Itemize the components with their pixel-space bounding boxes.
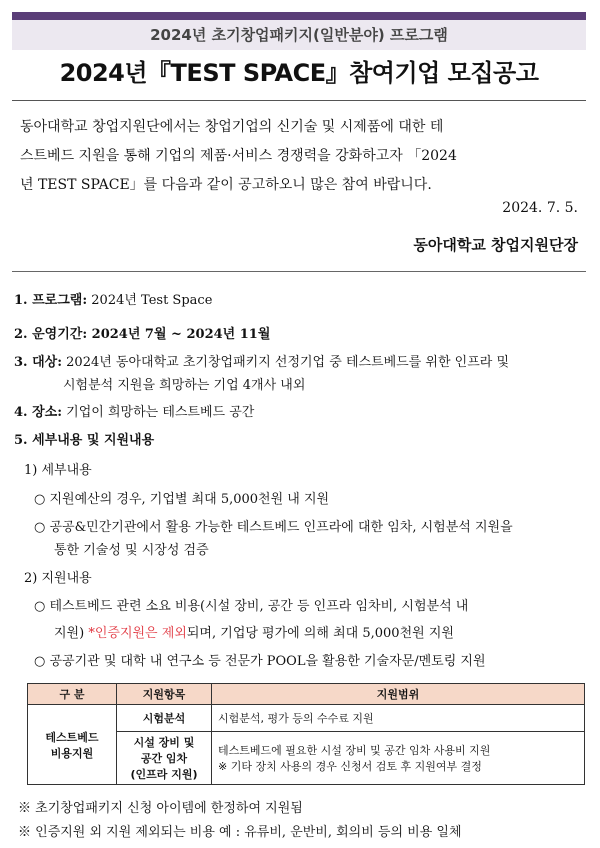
place-item <box>14 401 254 420</box>
sub2-bullet: ○ 공공기관 및 대학 내 연구소 등 전문가 POOL을 활용한 기술자문/멘토링 지원 <box>34 654 486 669</box>
table-scope <box>212 732 585 785</box>
item-line: 시험분석 <box>142 712 186 725</box>
table-header: 구 분 <box>28 684 117 705</box>
period-item <box>14 323 270 342</box>
target-value-line2: 시험분석 지원을 희망하는 기업 4개사 내외 <box>63 378 306 393</box>
intro-line: 스트베드 지원을 통해 기업의 제품·서비스 경쟁력을 강화하고자 「2024 <box>20 148 457 164</box>
footnotes <box>18 797 462 845</box>
place-value: 기업이 희망하는 테스트베드 공간 <box>62 405 255 420</box>
target-value-line1: 2024년 동아대학교 초기창업패키지 선정기업 중 테스트베드를 위한 인프라 및 <box>62 355 510 370</box>
sub1-bullet: ○ 지원예산의 경우, 기업별 최대 5,000천원 내 지원 <box>34 492 330 507</box>
program-value: 2024년 Test Space <box>87 293 213 308</box>
details-heading: 5. 세부내용 및 지원내용 <box>14 433 155 448</box>
place-label: 4. 장소: <box>14 405 63 420</box>
table-header-row <box>28 684 585 705</box>
scope-line: ※ 기타 장치 사용의 경우 신청서 검토 후 지원여부 결정 <box>218 760 482 773</box>
table-row <box>28 705 585 732</box>
sub2-bullet-cont <box>54 622 454 641</box>
sub2-heading: 2) 지원내용 <box>24 571 92 586</box>
sub1-heading: 1) 세부내용 <box>24 463 92 478</box>
certification-exclusion-note: *인증지원은 제외 <box>88 626 187 641</box>
support-table <box>27 683 585 785</box>
category-line: 비용지원 <box>50 746 94 760</box>
table-header: 지원범위 <box>212 684 585 705</box>
sub2-bullet: ○ 테스트베드 관련 소요 비용(시설 장비, 공간 등 인프라 임차비, 시험분석 내 <box>34 599 469 614</box>
sub1-bullet: ○ 공공&민간기관에서 활용 가능한 테스트베드 인프라에 대한 임차, 시험분석 지원을 <box>34 520 513 535</box>
target-label: 3. 대상: <box>14 355 63 370</box>
table-item <box>117 705 212 732</box>
program-subtitle: 2024년 초기창업패키지(일반분야) 프로그램 <box>12 20 586 50</box>
header-accent-bar <box>12 12 586 20</box>
table-item <box>117 732 212 785</box>
notice-title: 2024년『TEST SPACE』참여기업 모집공고 <box>59 59 539 87</box>
intro-paragraph <box>20 113 580 200</box>
table-header: 지원항목 <box>117 684 212 705</box>
item-line: (인프라 지원) <box>130 768 198 781</box>
intro-line: 동아대학교 창업지원단에서는 창업기업의 신기술 및 시제품에 대한 테 <box>20 119 444 135</box>
notice-date: 2024. 7. 5. <box>502 200 578 216</box>
program-item <box>14 289 212 308</box>
sub2-bullet-text: 지원) <box>54 626 89 641</box>
target-item <box>14 351 509 370</box>
scope-line: 테스트베드에 필요한 시설 장비 및 공간 임차 사용비 지원 <box>218 744 491 757</box>
issuer-signature: 동아대학교 창업지원단장 <box>413 236 578 254</box>
intro-line: 년 TEST SPACE」를 다음과 같이 공고하오니 많은 참여 바랍니다. <box>20 177 432 193</box>
table-scope <box>212 705 585 732</box>
scope-line: 시험분석, 평가 등의 수수료 지원 <box>218 712 374 725</box>
program-label: 1. 프로그램: <box>14 293 88 308</box>
period-value: 2024년 7월 ~ 2024년 11월 <box>87 327 271 342</box>
item-line: 시설 장비 및 <box>133 736 195 749</box>
item-line: 공간 임차 <box>140 752 188 765</box>
sub1-bullet-cont: 통한 기술성 및 시장성 검증 <box>54 543 209 558</box>
sub2-bullet-text: 되며, 기업당 평가에 의해 최대 5,000천원 지원 <box>186 626 454 641</box>
table-category <box>28 705 117 785</box>
title-divider <box>12 100 586 101</box>
period-label: 2. 운영기간: <box>14 327 88 342</box>
section-divider <box>12 271 586 272</box>
footnote: ※ 인증지원 외 지원 제외되는 비용 예 : 유류비, 운반비, 회의비 등의 비용 일체 <box>18 825 462 840</box>
category-line: 테스트베드 <box>45 730 99 744</box>
footnote: ※ 초기창업패키지 신청 아이템에 한정하여 지원됨 <box>18 801 303 816</box>
